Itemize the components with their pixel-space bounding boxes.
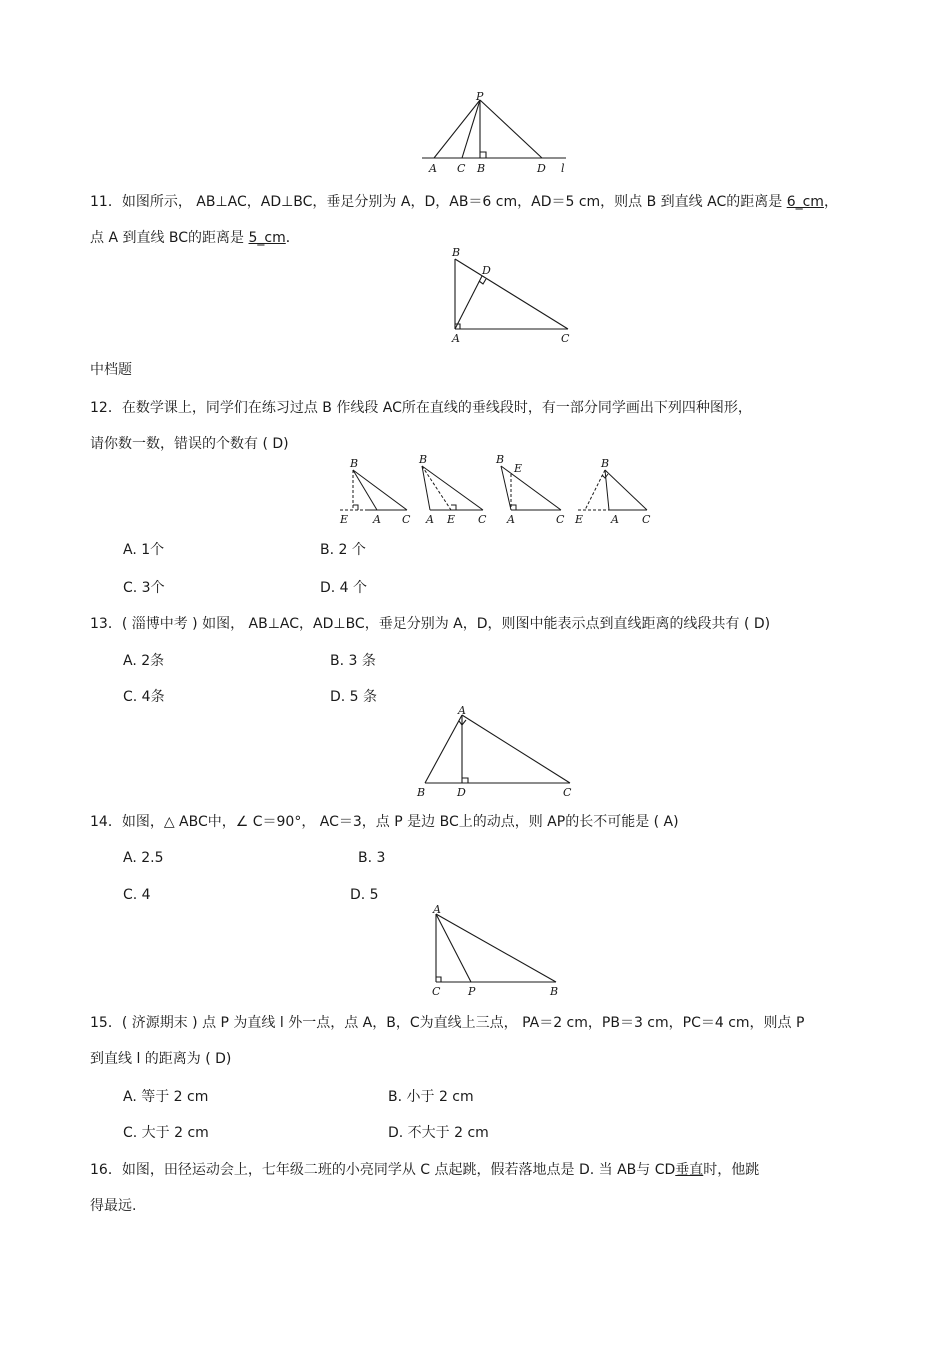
label-b: B [550, 985, 559, 998]
label-a: A [458, 704, 466, 717]
d4-label-c: C [642, 513, 651, 526]
q12-option-c: C. 3个 [123, 580, 165, 596]
figure-four-drawings [335, 452, 660, 530]
d3-label-c: C [556, 513, 565, 526]
figure-triangle-abc-altitude-ad [445, 245, 580, 345]
label-c: C [563, 786, 572, 799]
label-b: B [477, 162, 486, 175]
q11-answer1: 6_cm [786, 194, 824, 210]
q11-line1: 11．如图所示， AB⊥AC，AD⊥BC，垂足分别为 A，D，AB＝6 cm，AD＝5 cm，则点 B 到直线 AC的距离是 6_cm， [90, 194, 838, 210]
label-c: C [457, 162, 466, 175]
label-a: A [452, 332, 460, 345]
d4-label-b: B [601, 457, 610, 470]
q13-option-b: B. 3 条 [330, 653, 376, 669]
d1-label-c: C [402, 513, 411, 526]
label-a: A [429, 162, 437, 175]
d4-label-e: E [575, 513, 584, 526]
label-a: A [433, 903, 441, 916]
q12-option-b: B. 2 个 [320, 542, 366, 558]
figure-right-triangle-point-p [425, 902, 565, 999]
d2-label-e: E [447, 513, 456, 526]
d1-label-a: A [373, 513, 381, 526]
q15-option-a: A. 等于 2 cm [123, 1089, 209, 1105]
q14-line1: 14．如图，△ ABC中，∠ C＝90°， AC＝3，点 P 是边 BC上的动点，则 AP的长不可能是 ( A) [90, 814, 679, 830]
q11-line2: 点 A 到直线 BC的距离是 5_cm． [90, 230, 300, 246]
q15-line1: 15．( 济源期末 ) 点 P 为直线 l 外一点，点 A，B，C为直线上三点， PA＝2 cm，PB＝3 cm，PC＝4 cm，则点 P [90, 1015, 805, 1031]
figure-right-triangle-altitude [413, 703, 578, 800]
q13-option-a: A. 2条 [123, 653, 165, 669]
q15-option-c: C. 大于 2 cm [123, 1125, 209, 1141]
label-d: D [482, 264, 491, 277]
label-p: P [468, 985, 476, 998]
q14-option-d: D. 5 [350, 887, 379, 903]
d3-label-e: E [514, 462, 523, 475]
d2-label-c: C [478, 513, 487, 526]
d4-label-a: A [611, 513, 619, 526]
label-p: P [476, 90, 484, 103]
q13-line1: 13．( 淄博中考 ) 如图， AB⊥AC，AD⊥BC，垂足分别为 A，D，则图中能表示点到直线距离的线段共有 ( D) [90, 616, 771, 632]
q14-option-b: B. 3 [358, 850, 386, 866]
q16-answer: 垂直 [675, 1162, 704, 1178]
q11-answer2: 5_cm [248, 230, 286, 246]
label-c: C [561, 332, 570, 345]
label-d: D [457, 786, 466, 799]
q16-line1: 16．如图，田径运动会上，七年级二班的小亮同学从 C 点起跳，假若落地点是 D. 当 AB与 CD垂直时，他跳 [90, 1162, 760, 1178]
section-label: 中档题 [90, 362, 132, 378]
q14-option-a: A. 2.5 [123, 850, 164, 866]
q12-line1: 12．在数学课上，同学们在练习过点 B 作线段 AC所在直线的垂线段时，有一部分同学画出下列四种图形， [90, 400, 752, 416]
d1-label-b: B [350, 457, 359, 470]
q15-option-d: D. 不大于 2 cm [388, 1125, 489, 1141]
d2-label-a: A [426, 513, 434, 526]
d3-label-a: A [507, 513, 515, 526]
q15-option-b: B. 小于 2 cm [388, 1089, 474, 1105]
label-d: D [537, 162, 546, 175]
q13-option-c: C. 4条 [123, 689, 165, 705]
label-l: l [561, 162, 565, 175]
figure-point-p-line-l [420, 90, 570, 178]
q15-line2: 到直线 l 的距离为 ( D) [90, 1051, 232, 1067]
q16-line2: 得最远. [90, 1198, 137, 1214]
q12-line2: 请你数一数，错误的个数有 ( D) [90, 436, 289, 452]
d1-label-e: E [340, 513, 349, 526]
label-c: C [432, 985, 441, 998]
label-b: B [452, 246, 461, 259]
d2-label-b: B [419, 453, 428, 466]
q12-option-a: A. 1个 [123, 542, 165, 558]
d3-label-b: B [496, 453, 505, 466]
q13-option-d: D. 5 条 [330, 689, 378, 705]
q12-option-d: D. 4 个 [320, 580, 368, 596]
q14-option-c: C. 4 [123, 887, 151, 903]
label-b: B [417, 786, 426, 799]
